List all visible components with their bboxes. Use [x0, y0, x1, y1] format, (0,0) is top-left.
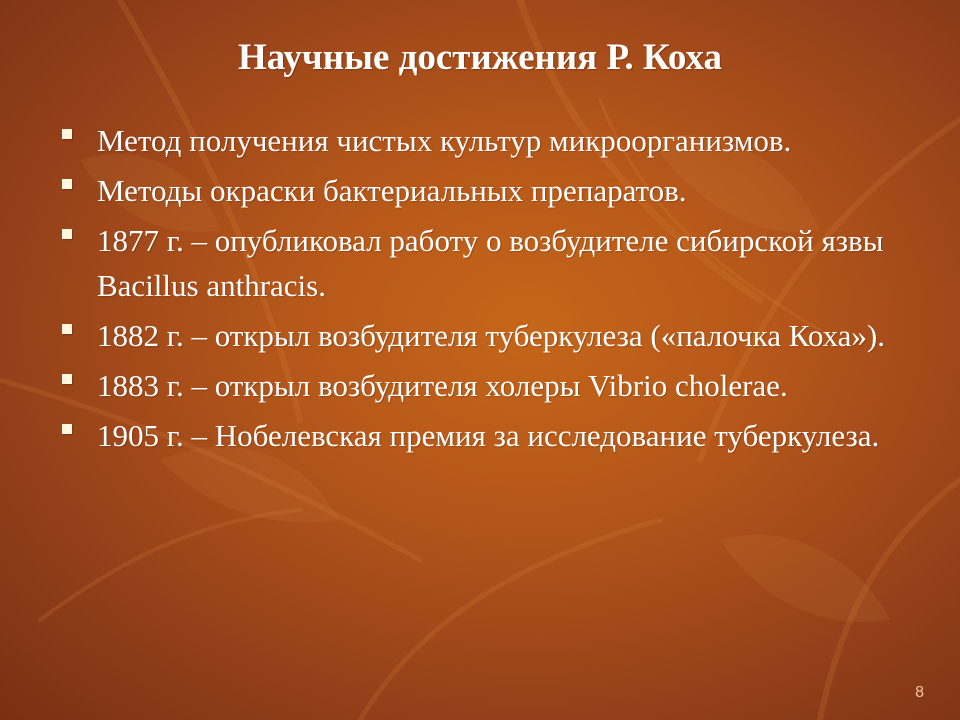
bullet-text: Метод получения чистых культур микроорганизмов. [97, 123, 792, 158]
bullet-text: 1883 г. – открыл возбудителя холеры Vibrio cholerae. [97, 368, 788, 403]
bullet-item-nobel-1905 [60, 413, 920, 458]
bullet-text: Методы окраски бактериальных препаратов. [97, 173, 687, 208]
square-bullet-icon [62, 229, 72, 239]
square-bullet-icon [62, 179, 72, 189]
bullet-text: 1905 г. – Нобелевская премия за исследование туберкулеза. [97, 418, 880, 453]
slide-title: Научные достижения Р. Коха [238, 37, 722, 78]
square-bullet-icon [62, 324, 72, 334]
bullet-text: 1882 г. – открыл возбудителя туберкулеза («палочка Коха»). [97, 318, 885, 353]
bullet-item-anthrax-1877 [60, 218, 920, 308]
bullet-item-cholera-1883 [60, 363, 920, 408]
bullet-text: 1877 г. – опубликовал работу о возбудителе сибирской язвы Bacillus anthracis. [97, 223, 884, 303]
bullet-item-tuberculosis-1882 [60, 313, 920, 358]
square-bullet-icon [62, 424, 72, 434]
page-number: 8 [915, 684, 924, 701]
bullet-item-staining-methods [60, 168, 920, 213]
bullet-list [60, 118, 920, 463]
bullet-item-pure-cultures [60, 118, 920, 163]
square-bullet-icon [62, 129, 72, 139]
square-bullet-icon [62, 374, 72, 384]
